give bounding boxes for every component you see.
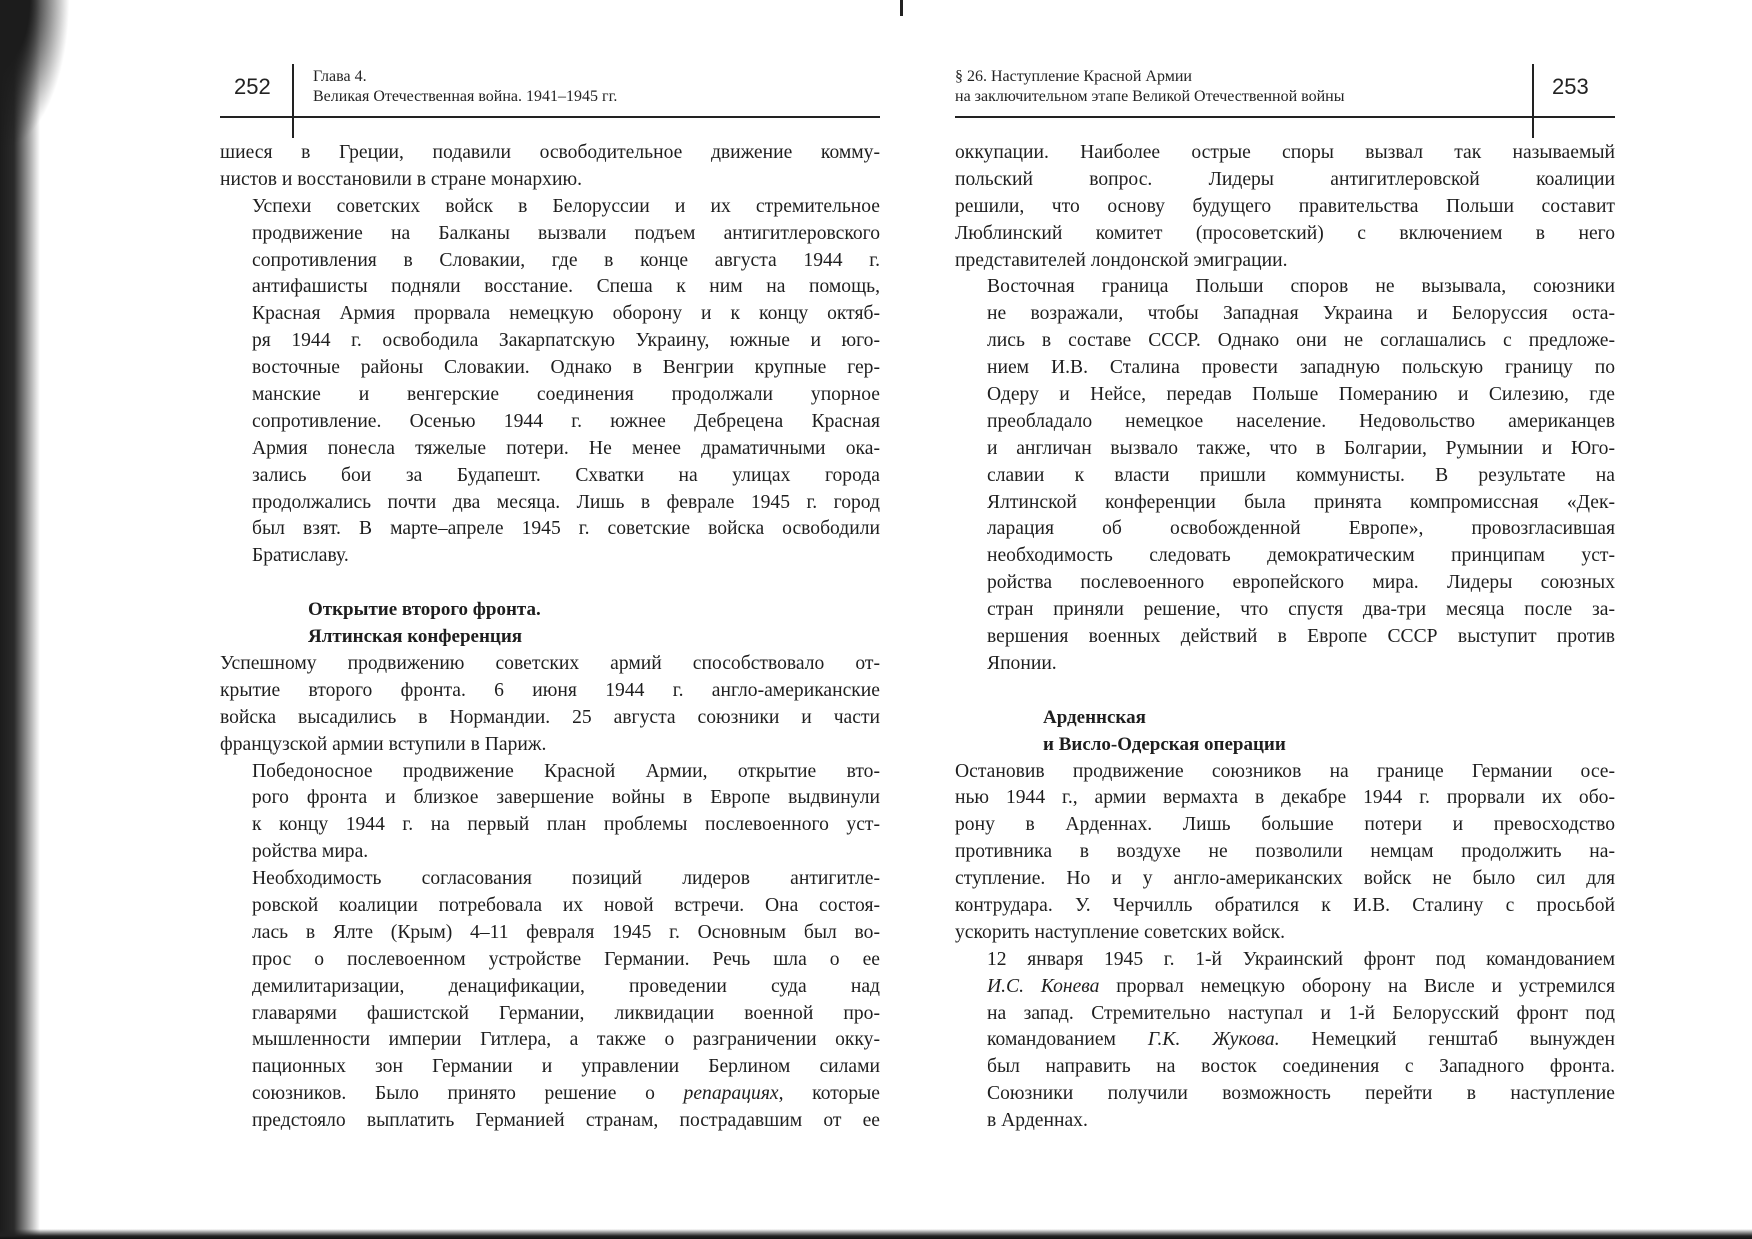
text-line: был взят. В марте–апреле 1945 г. советские войска освободили (252, 518, 880, 540)
text-line: крытие второго фронта. 6 июня 1944 г. англо-американские (220, 679, 880, 701)
chapter-name: Великая Отечественная война. 1941–1945 гг. (313, 88, 618, 105)
header-vertical-rule (292, 64, 294, 138)
text-line: Восточная граница Польши споров не вызывала, союзники (987, 276, 1615, 298)
text-line: контрудара. У. Черчилль обратился к И.В. Сталину с просьбой (955, 894, 1615, 916)
text-line: Одеру и Нейсе, передав Польше Померанию и Силезию, где (987, 384, 1615, 406)
text-line: Успехи советских войск в Белоруссии и их стремительное (252, 195, 880, 217)
text-line: славии к власти пришли коммунисты. В результате на (987, 464, 1615, 486)
text-line: к концу 1944 г. на первый план проблемы послевоенного уст- (252, 814, 880, 836)
text-line: Остановив продвижение союзников на границе Германии осе- (955, 760, 1615, 782)
body-text (220, 140, 880, 1135)
text-line: предстояло выплатить Германией странам, пострадавшим от ее (252, 1110, 880, 1132)
text-line (955, 1027, 1615, 1054)
scan-edge-shadow (0, 0, 40, 1239)
text-line: оккупации. Наиболее острые споры вызвал так называемый (955, 142, 1615, 163)
text-line: в Арденнах. (987, 1110, 1088, 1132)
text-line: лись в составе СССР. Однако они не соглашались с предложе- (987, 330, 1615, 352)
text-line: ускорить наступление советских войск. (955, 921, 1286, 943)
text-line: нием И.В. Сталина провести западную польскую границу по (987, 357, 1615, 379)
text-line: Красная Армия прорвала немецкую оборону и к концу октяб- (252, 303, 880, 325)
text-line: на запад. Стремительно наступал и 1-й Белорусский фронт под (987, 1002, 1615, 1024)
text-line: продвижение на Балканы вызвали подъем антигитлеровского (252, 222, 880, 244)
scan-bottom-shadow (0, 1229, 1752, 1239)
text-line: прос о послевоенном устройстве Германии. Речь шла о ее (252, 948, 880, 970)
text-line: не возражали, чтобы Западная Украина и Белоруссия оста- (987, 303, 1615, 325)
text-line: нью 1944 г., армии вермахта в декабре 1944 г. прорвали их обо- (955, 787, 1615, 809)
header-rule (955, 116, 1615, 118)
text-line: восточные районы Словакии. Однако в Венгрии крупные гер- (252, 357, 880, 379)
chapter-title (313, 67, 617, 107)
text-line: 12 января 1945 г. 1-й Украинский фронт под командованием (987, 948, 1615, 970)
page-number: 252 (234, 74, 271, 99)
section-heading-line: и Висло-Одерская операции (1043, 733, 1286, 755)
text-line: ря 1944 г. освободила Закарпатскую Украину, южные и юго- (252, 330, 880, 352)
text-line: преобладало немецкое население. Недовольство американцев (987, 410, 1615, 432)
text-line: Победоносное продвижение Красной Армии, открытие вто- (252, 760, 880, 782)
text-line: главарями фашистской Германии, ликвидации военной про- (252, 1002, 880, 1024)
text-line: демилитаризации, денацификации, проведении суда над (252, 975, 880, 997)
text-line: стран приняли решение, что спустя два-три месяца после за- (987, 599, 1615, 621)
text-line: необходимость следовать демократическим принципам уст- (987, 545, 1615, 567)
text-line: польский вопрос. Лидеры антигитлеровской коалиции (955, 168, 1615, 190)
running-head (220, 64, 880, 120)
page-number: 253 (1552, 74, 1589, 99)
text-line: мышленности империи Гитлера, а также о разграничении окку- (252, 1029, 880, 1051)
text-line: Армия понесла тяжелые потери. Не менее драматичными ока- (252, 437, 880, 459)
text-line (220, 1081, 880, 1108)
text-line: сопротивления в Словакии, где в конце августа 1944 г. (252, 249, 880, 271)
text-line: Братиславу. (252, 545, 349, 567)
paragraph (955, 274, 1615, 677)
text-line: Союзники получили возможность перейти в наступление (987, 1083, 1615, 1105)
section-name: на заключительном этапе Великой Отечественной войны (955, 88, 1345, 105)
text-line: ройства мира. (252, 841, 369, 863)
text-line: решили, что основу будущего правительства Польши составит (955, 195, 1615, 217)
italic-name: И.С. Конева (987, 975, 1100, 997)
section-title (955, 67, 1344, 107)
text-line: ларация об освобожденной Европе», провозгласившая (987, 518, 1615, 540)
section-heading-line: Ялтинская конференция (308, 626, 523, 648)
italic-name: Г.К. Жукова. (1147, 1029, 1280, 1051)
text-fragment: союзников. Было принято решение о (252, 1083, 684, 1105)
text-fragment: прорвал немецкую оборону на Висле и устремился (1099, 975, 1615, 997)
text-line: Необходимость согласования позиций лидеров антигитле- (252, 868, 880, 890)
text-line: ройства послевоенного европейского мира. Лидеры союзных (987, 572, 1615, 594)
text-line: французской армии вступили в Париж. (220, 733, 547, 755)
text-line: Люблинский комитет (просоветский) с включением в него (955, 222, 1615, 244)
paragraph (220, 866, 880, 1135)
text-line: лась в Ялте (Крым) 4–11 февраля 1945 г. Основным был во- (252, 921, 880, 943)
text-line: манские и венгерские соединения продолжали упорное (252, 384, 880, 406)
text-line: вершения военных действий в Европе СССР выступит против (987, 626, 1615, 648)
scan-corner-shadow (0, 0, 70, 150)
header-rule (220, 116, 880, 118)
section-label: § 26. Наступление Красной Армии (955, 68, 1192, 85)
text-fragment: Немецкий генштаб вынужден (1279, 1029, 1615, 1051)
text-line: ступление. Но и у англо-американских войск не было сил для (955, 868, 1615, 890)
section-heading (955, 705, 1615, 759)
paragraph (220, 651, 880, 759)
italic-term: репарациях (683, 1083, 779, 1105)
text-line: Японии. (987, 652, 1057, 674)
text-line: и англичан вызвало также, что в Болгарии, Румынии и Юго- (987, 437, 1615, 459)
text-line: зались бои за Будапешт. Схватки на улицах города (252, 464, 880, 486)
running-head (955, 64, 1615, 120)
section-heading-line: Открытие второго фронта. (308, 599, 541, 621)
text-line: рого фронта и близкое завершение войны в Европе выдвинули (252, 787, 880, 809)
text-line: противника в воздухе не позволили немцам продолжить на- (955, 841, 1615, 863)
text-line: антифашисты подняли восстание. Спеша к ним на помощь, (252, 276, 880, 298)
text-line: продолжались почти два месяца. Лишь в феврале 1945 г. город (252, 491, 880, 513)
body-text (955, 140, 1615, 1135)
chapter-label: Глава 4. (313, 68, 367, 85)
spine-mark (900, 0, 903, 16)
text-line: рону в Арденнах. Лишь большие потери и превосходство (955, 814, 1615, 836)
text-line: нистов и восстановили в стране монархию. (220, 168, 582, 190)
paragraph (220, 759, 880, 867)
text-line: был направить на восток соединения с Западного фронта. (987, 1056, 1615, 1078)
text-fragment: , которые (778, 1083, 880, 1105)
text-line: сопротивление. Осенью 1944 г. южнее Дебрецена Красная (252, 410, 880, 432)
text-line: шиеся в Греции, подавили освободительное движение комму- (220, 142, 880, 163)
header-vertical-rule (1532, 64, 1534, 138)
paragraph (220, 140, 880, 194)
text-line: представителей лондонской эмиграции. (955, 249, 1288, 271)
paragraph (955, 759, 1615, 947)
section-heading-line: Арденнская (1043, 706, 1146, 728)
text-line: Успешному продвижению советских армий способствовало от- (220, 652, 880, 674)
text-line: войска высадились в Нормандии. 25 августа союзники и части (220, 706, 880, 728)
text-line: Ялтинской конференции была принята компромиссная «Дек- (987, 491, 1615, 513)
paragraph (220, 194, 880, 570)
text-line: ровской коалиции потребовала их новой встречи. Она состоя- (252, 894, 880, 916)
paragraph (955, 947, 1615, 1135)
text-fragment: командованием (987, 1029, 1148, 1051)
text-line: пационных зон Германии и управлении Берлином силами (252, 1056, 880, 1078)
paragraph (955, 140, 1615, 274)
text-line (955, 974, 1615, 1001)
section-heading (220, 597, 880, 651)
